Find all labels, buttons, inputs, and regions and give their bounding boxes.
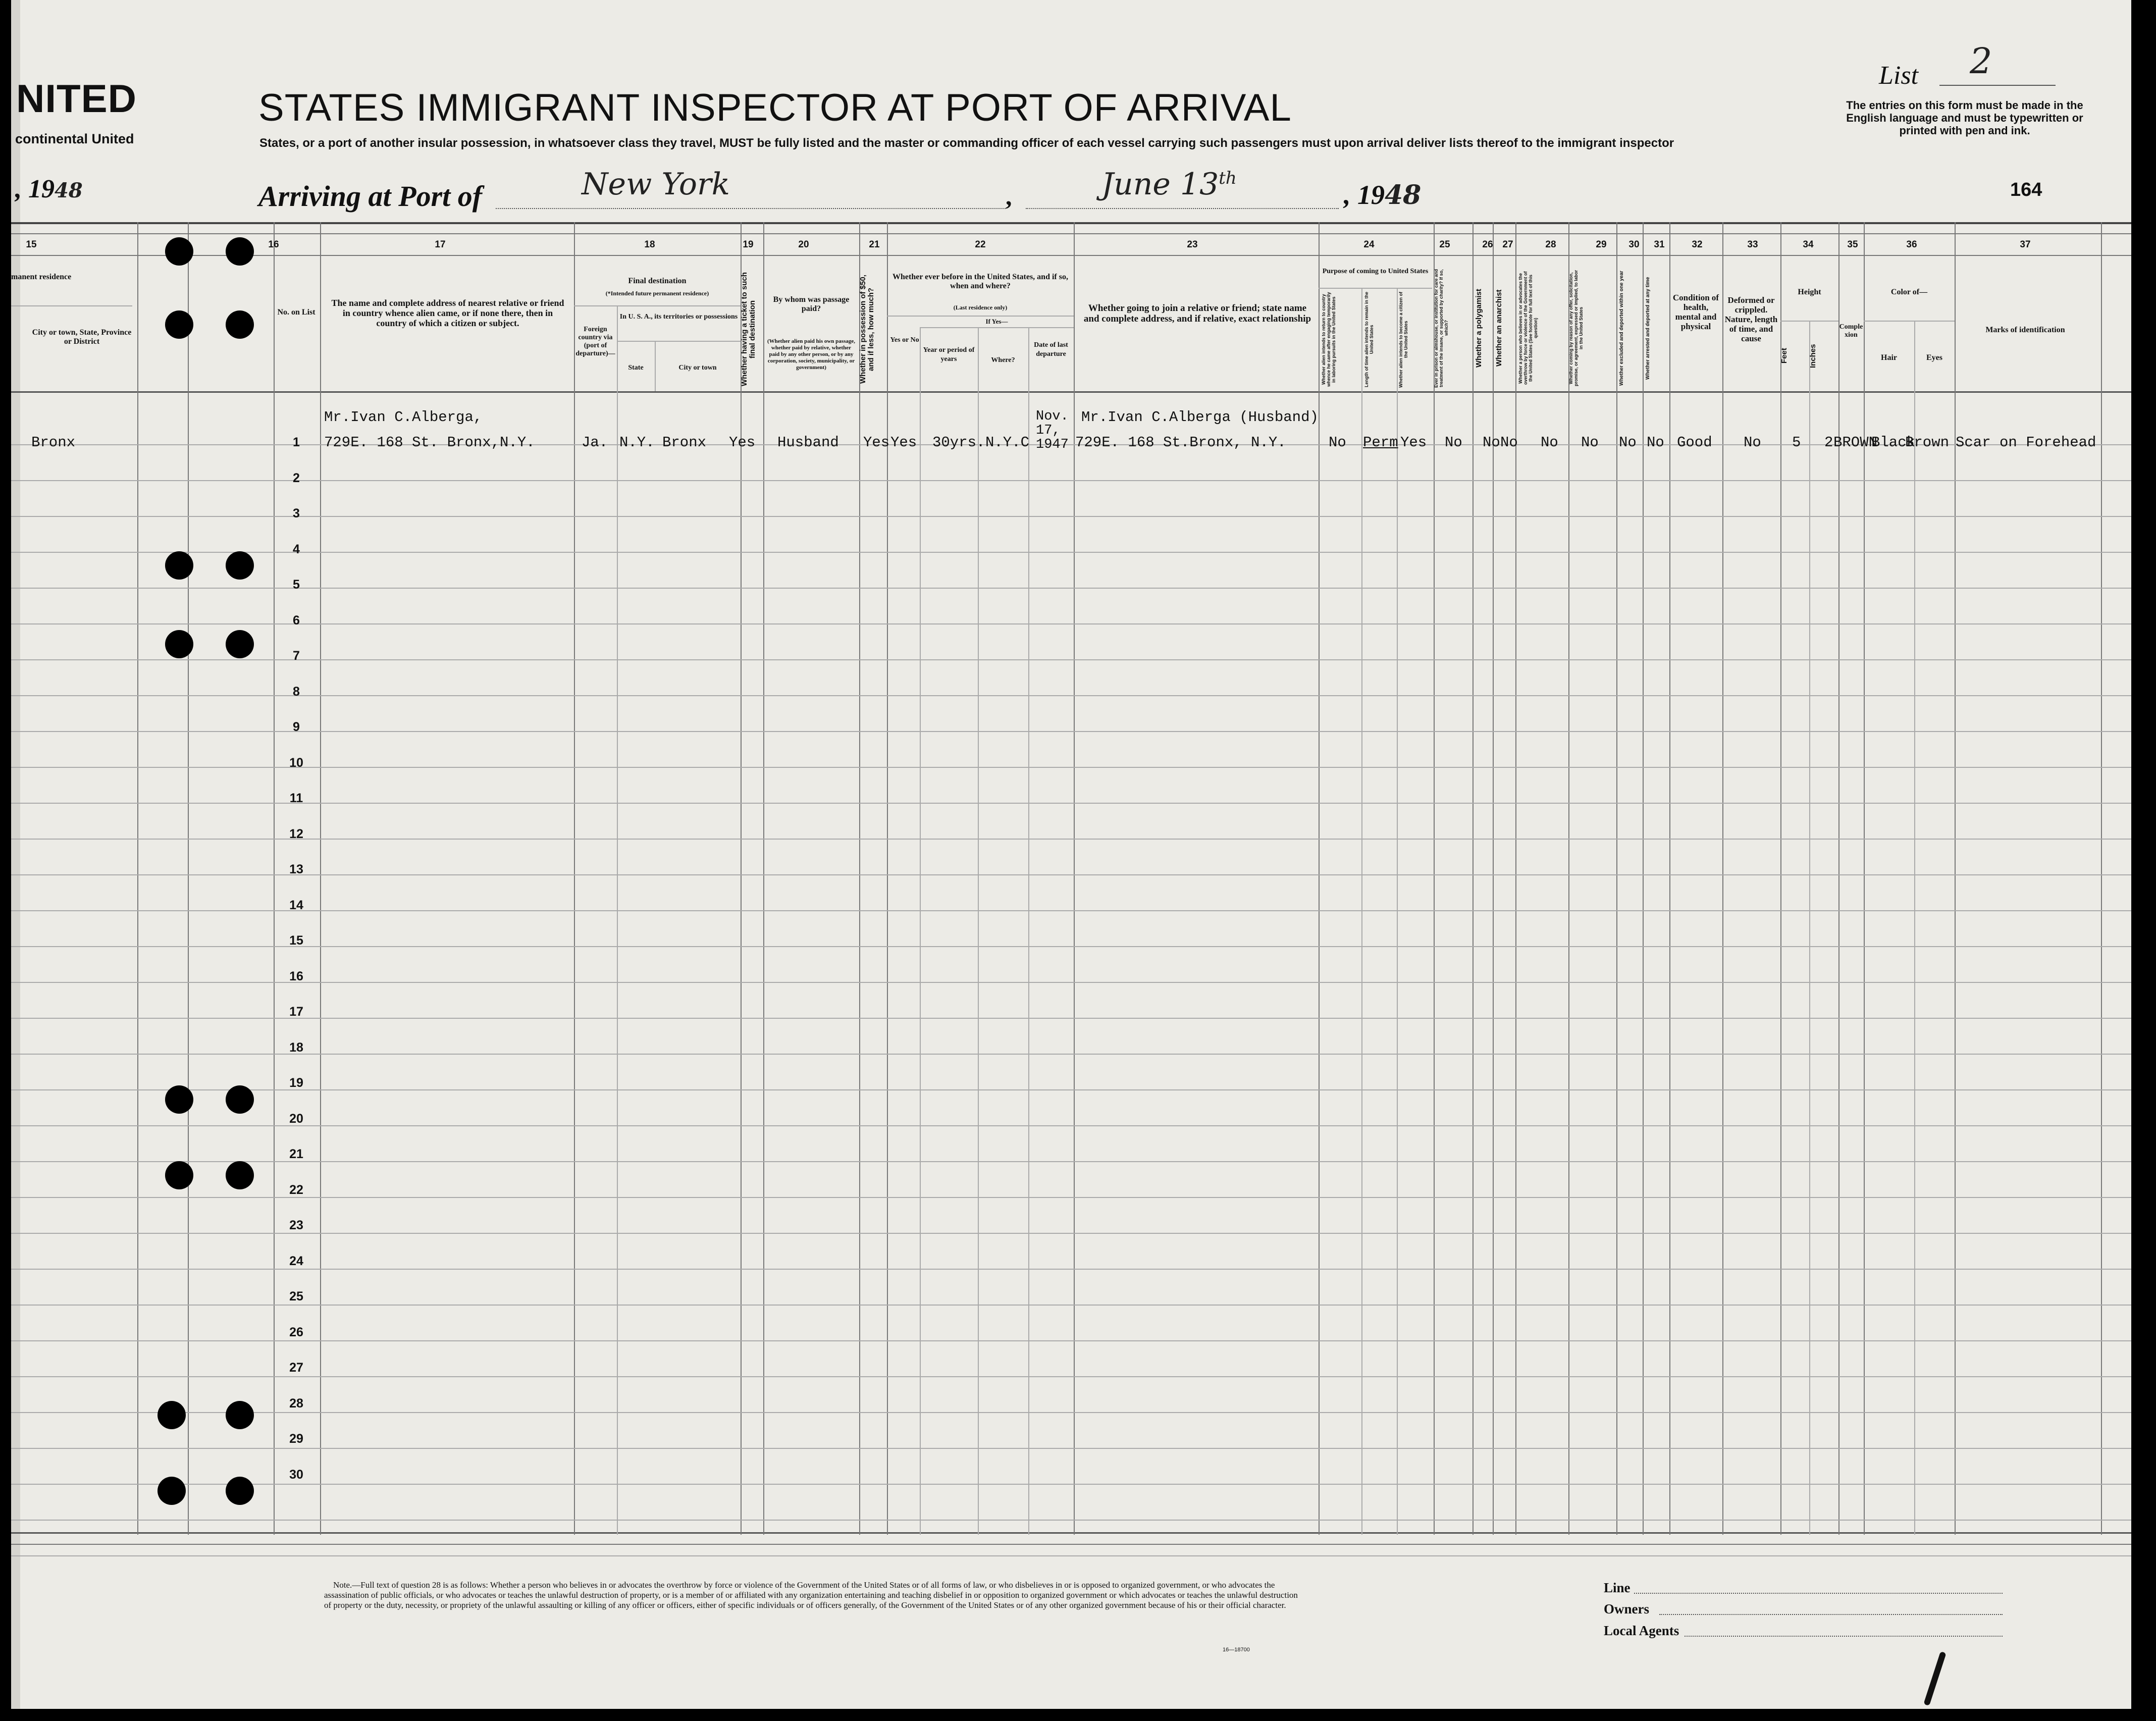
column-number: 33 <box>1747 239 1758 250</box>
owners-field <box>1659 1614 2003 1615</box>
binder-hole <box>157 1401 186 1429</box>
purpose-divider <box>1319 288 1432 289</box>
header-overthrow: Whether a person who believes in or advocates the overthrow by force or violence of the Government of the United States (See footnote for full text of this question) <box>1518 271 1538 385</box>
header-year-period: Year or period of years <box>923 346 975 363</box>
binder-hole <box>165 1085 193 1114</box>
entry-foreign-country: Ja. <box>582 434 608 451</box>
header-date-departure: Date of last departure <box>1034 341 1068 358</box>
binder-hole <box>165 1161 193 1189</box>
header-complexion: Complexion <box>1839 323 1863 339</box>
entry-inches: 2 <box>1824 434 1833 451</box>
header-purpose: Purpose of coming to United States <box>1322 268 1429 275</box>
column-number: 26 <box>1482 239 1493 250</box>
header-state: State <box>628 364 644 372</box>
header-deformed: Deformed or crippled. Nature, length of time, and cause <box>1724 295 1778 343</box>
form-instructions: The entries on this form must be made in the English language and must be typewritten or printed with pen and ink. <box>1846 99 2083 137</box>
header-bottom-line <box>11 391 2131 393</box>
row-number: 28 <box>289 1396 303 1411</box>
row-number: 2 <box>293 471 300 485</box>
row-number: 12 <box>289 826 303 841</box>
line-label: Line <box>1604 1580 1631 1595</box>
row-line <box>11 1448 2131 1449</box>
row-number: 20 <box>289 1111 303 1126</box>
row-number: 24 <box>289 1254 303 1268</box>
column-line <box>574 222 575 1535</box>
row-number: 10 <box>289 755 303 770</box>
row-line <box>11 910 2131 911</box>
header-feet: Feet <box>1780 348 1789 364</box>
entry-join-name: Mr.Ivan C.Alberga (Husband) <box>1081 409 1319 426</box>
row-number: 8 <box>293 684 300 699</box>
row-line <box>11 1197 2131 1198</box>
header-perm-residence: manent residence <box>11 273 72 281</box>
entry-overthrow: No <box>1541 434 1558 451</box>
row-line <box>11 552 2131 553</box>
entry-deformed: No <box>1744 434 1761 451</box>
column-line <box>1568 222 1569 1535</box>
column-line <box>2101 222 2102 1535</box>
owners-label: Owners <box>1604 1601 1649 1616</box>
row-number: 23 <box>289 1218 303 1232</box>
column-line <box>887 222 888 1535</box>
row-line <box>11 839 2131 840</box>
entry-citizen: Yes <box>1400 434 1427 451</box>
header-join-relative: Whether going to join a relative or friend; state name and complete address, and if relative, exact relationship <box>1083 303 1311 324</box>
left-subheading-fragment: continental United <box>15 131 134 146</box>
entry-city: Bronx <box>31 434 76 451</box>
binder-hole <box>165 237 193 266</box>
column-number: 25 <box>1439 239 1450 250</box>
entry-departure-year: 1947 <box>1036 437 1069 452</box>
header-purpose-citizen: Whether alien intends to become a citizen of the United States <box>1398 291 1408 388</box>
row-number: 22 <box>289 1182 303 1197</box>
sub-column-line <box>1914 321 1915 1535</box>
binder-hole <box>165 551 193 580</box>
row-line <box>11 731 2131 732</box>
entry-prison: No <box>1445 434 1462 451</box>
header-yes-no: Yes or No <box>890 336 919 344</box>
column-line <box>1074 222 1075 1535</box>
header-by-whom-note: (Whether alien paid his own passage, whether paid by relative, whether paid by any other person, or by any corporation, society, municipality, or government) <box>767 338 855 371</box>
row-number: 5 <box>293 578 300 592</box>
ever-before-divider <box>887 316 1074 317</box>
header-anarchist: Whether an anarchist <box>1495 289 1503 367</box>
header-eyes: Eyes <box>1926 353 1942 362</box>
row-number: 18 <box>289 1040 303 1055</box>
arrival-year: , 1948 <box>1344 180 1422 211</box>
comma-1: , <box>1006 182 1012 211</box>
row-number: 13 <box>289 862 303 876</box>
column-line <box>1955 222 1956 1535</box>
table-bottom-line <box>11 1532 2131 1534</box>
column-number: 21 <box>869 239 880 250</box>
entry-years: 30yrs. <box>932 434 985 451</box>
header-offer: Whether coming by reason of any offer, solicitation, promise, or agreement, expressed or implied, to labor in the United States <box>1568 270 1584 387</box>
column-line <box>1838 222 1839 1535</box>
entry-paid-by: Husband <box>777 434 839 451</box>
row-line <box>11 480 2131 481</box>
column-line <box>1780 222 1781 1535</box>
header-relative: The name and complete address of nearest relative or friend in country whence alien came, or if none there, then in country of which a citizen or subject. <box>331 298 564 328</box>
footnote-question-28: Note.—Full text of question 28 is as follows: Whether a person who believes in or advocates the overthrow by force or violence of the Government of the United States or of all forms of law, or who disbelieves in or is opposed to organized government, or who advocates the assassination of public officials, or who advocates or teaches the unlawful destruction of property, or is a member of or affiliated with any organization entertaining and teaching disbelief in or opposition to organized government or which advocates or teaches the unlawful destruction of property or the duty, necessity, or propriety of the unlawful assaulting or killing of any officer or officers, either of specific individuals or of officers generally, of the Government of the United States or of any other organized government because of his or their official character. <box>324 1580 1298 1610</box>
binder-hole <box>226 1161 254 1189</box>
row-line <box>11 1161 2131 1162</box>
list-underline <box>1939 85 2056 86</box>
local-agents-label: Local Agents <box>1604 1623 1679 1638</box>
header-last-residence: (Last residence only) <box>953 304 1008 311</box>
binder-hole <box>226 630 254 658</box>
list-number: 2 <box>1970 40 1992 82</box>
column-line <box>137 222 138 1535</box>
sub-column-line <box>978 327 979 1535</box>
header-inches: Inches <box>1809 344 1817 368</box>
row-line <box>11 1018 2131 1019</box>
entry-state: N.Y. <box>619 434 655 451</box>
port-line <box>496 208 1006 209</box>
row-line <box>11 1125 2131 1126</box>
entry-return: No <box>1329 434 1346 451</box>
left-heading-fragment: NITED <box>16 76 137 121</box>
header-city-town: City or town <box>678 364 717 372</box>
column-number: 18 <box>644 239 655 250</box>
header-prison: Ever in prison or almshouse, or institution for care and treatment of the insane, or supported by charity? If so, which? <box>1434 269 1449 388</box>
entry-complexion: BROWN <box>1833 434 1878 451</box>
entry-hair: Black <box>1871 434 1916 451</box>
header-polygamist: Whether a polygamist <box>1475 289 1483 368</box>
header-where: Where? <box>991 356 1015 364</box>
ifyes-divider <box>920 327 1074 328</box>
row-number: 14 <box>289 898 303 912</box>
row-line <box>11 803 2131 804</box>
row-number: 3 <box>293 506 300 520</box>
header-arrested: Whether arrested and deported at any time <box>1645 277 1651 380</box>
column-line <box>763 222 764 1535</box>
row-number: 21 <box>289 1147 303 1161</box>
date-line <box>1026 208 1339 209</box>
entry-departure-day: 17, <box>1036 423 1061 438</box>
column-line <box>188 222 189 1535</box>
form-subtitle: States, or a port of another insular possession, in whatsoever class they travel, MUST be fully listed and the master or commanding officer of each vessel carrying such passengers must upon arrival deliver lists thereof to the immigrant inspector <box>259 136 1674 150</box>
row-line <box>11 588 2131 589</box>
row-number: 11 <box>289 791 303 805</box>
entry-excluded: No <box>1619 434 1637 451</box>
entry-departure-month: Nov. <box>1036 409 1069 424</box>
binder-hole <box>165 310 193 339</box>
header-if-yes: If Yes— <box>985 318 1008 325</box>
header-final-destination-note: (*Intended future permanent residence) <box>605 290 709 297</box>
sub-column-line <box>1397 288 1398 1535</box>
header-purpose-length: Length of time alien intends to remain in the United States <box>1364 292 1374 388</box>
column-line <box>1643 222 1644 1535</box>
column-number: 20 <box>798 239 809 250</box>
row-line <box>11 1233 2131 1234</box>
row-line <box>11 1484 2131 1485</box>
perm-res-divider <box>11 305 132 306</box>
entry-eyes: Brown <box>1905 434 1950 451</box>
binder-hole <box>226 1401 254 1429</box>
entry-anarchist: No <box>1500 434 1518 451</box>
binder-hole <box>226 551 254 580</box>
row-line <box>11 1376 2131 1377</box>
header-condition: Condition of health, mental and physical <box>1672 293 1719 331</box>
column-number: 32 <box>1692 239 1703 250</box>
column-number: 24 <box>1363 239 1375 250</box>
sub-column-line <box>1809 321 1810 1535</box>
entry-fifty: Yes <box>863 434 890 451</box>
page-number: 164 <box>2010 179 2042 200</box>
header-excluded: Whether excluded and deported within one year <box>1619 271 1624 386</box>
row-line <box>11 695 2131 696</box>
row-line <box>11 946 2131 947</box>
column-number: 29 <box>1596 239 1607 250</box>
column-number: 15 <box>26 239 37 250</box>
binder-hole <box>226 237 254 266</box>
row-number: 15 <box>289 933 303 948</box>
header-height: Height <box>1798 288 1821 296</box>
column-line <box>1722 222 1723 1535</box>
left-year-label: , 1948 <box>15 175 83 203</box>
header-in-usa: In U. S. A., its territories or possessions <box>619 313 738 321</box>
header-color-of: Color of— <box>1890 288 1928 296</box>
column-number: 28 <box>1545 239 1556 250</box>
final-dest-divider <box>574 305 741 306</box>
header-city: City or town, State, Province or District <box>32 328 132 346</box>
height-divider <box>1780 321 1838 322</box>
column-line <box>320 222 321 1535</box>
header-final-destination: Final destination <box>628 277 687 285</box>
column-line <box>1616 222 1617 1535</box>
arrival-date: June 13th <box>1101 167 1237 202</box>
column-line <box>859 222 860 1535</box>
sub-column-line <box>1028 327 1029 1535</box>
entry-marks: Scar on Forehead <box>1956 434 2096 451</box>
colnum-top-line <box>11 233 2131 234</box>
column-number: 23 <box>1187 239 1198 250</box>
row-line <box>11 874 2131 875</box>
table-top-border <box>11 222 2131 224</box>
header-marks: Marks of identification <box>1985 326 2065 334</box>
row-line <box>11 659 2131 660</box>
row-number: 4 <box>293 542 300 556</box>
column-line <box>741 222 742 1535</box>
column-number: 36 <box>1906 239 1917 250</box>
header-ever-before: Whether ever before in the United States, and if so, when and where? <box>892 273 1068 290</box>
row-number: 27 <box>289 1361 303 1375</box>
entry-ever-before: Yes <box>890 434 917 451</box>
row-line <box>11 516 2131 517</box>
column-number: 17 <box>435 239 446 250</box>
column-line <box>1493 222 1494 1535</box>
row-line <box>11 1305 2131 1306</box>
column-number: 35 <box>1847 239 1858 250</box>
binder-hole <box>226 1477 254 1505</box>
row-line <box>11 1089 2131 1090</box>
entry-length-of-stay: Perm <box>1363 434 1398 451</box>
column-line <box>1434 222 1435 1535</box>
arriving-label: Arriving at Port of <box>258 180 483 213</box>
row-number: 6 <box>293 613 300 628</box>
entry-ticket: Yes <box>729 434 756 451</box>
footer-form-code: 16—18700 <box>1223 1647 1250 1653</box>
manifest-sheet <box>11 0 2131 1709</box>
row-number: 26 <box>289 1325 303 1339</box>
form-title: STATES IMMIGRANT INSPECTOR AT PORT OF ARRIVAL <box>258 86 1292 129</box>
header-hair: Hair <box>1881 353 1897 362</box>
row-number: 9 <box>293 720 300 734</box>
sub-column-line <box>920 327 921 1535</box>
column-number: 19 <box>743 239 754 250</box>
row-line <box>11 1054 2131 1055</box>
row-line <box>11 623 2131 624</box>
entry-join-address: 729E. 168 St.Bronx, N.Y. <box>1075 434 1286 451</box>
binder-hole <box>226 1085 254 1114</box>
row-line <box>11 767 2131 768</box>
column-number: 16 <box>268 239 279 250</box>
row-number: 16 <box>289 969 303 983</box>
row-number: 29 <box>289 1432 303 1446</box>
header-purpose-return: Whether alien intends to return to country whence he came after engaging temporarily in laboring pursuits in the United States <box>1321 292 1336 387</box>
row-line <box>11 1269 2131 1270</box>
entry-where: N.Y.C <box>985 434 1030 451</box>
entry-relative-address: 729E. 168 St. Bronx,N.Y. <box>324 434 535 451</box>
port-of-arrival: New York <box>582 167 730 202</box>
sub-column-line <box>1361 288 1362 1535</box>
row-line <box>11 1555 2131 1556</box>
header-ticket: Whether having a ticket to such final destination <box>740 272 757 387</box>
row-line <box>11 1412 2131 1413</box>
column-line <box>1669 222 1670 1535</box>
row-number: 30 <box>289 1467 303 1482</box>
row-number: 19 <box>289 1076 303 1090</box>
entry-offer: No <box>1581 434 1599 451</box>
entry-city-town: Bronx <box>662 434 707 451</box>
entry-arrested: No <box>1647 434 1664 451</box>
binder-hole <box>157 1477 186 1505</box>
column-number: 22 <box>975 239 986 250</box>
column-line <box>1319 222 1320 1535</box>
binder-hole <box>165 630 193 658</box>
header-foreign-country: Foreign country via (port of departure)— <box>575 326 615 357</box>
column-number: 27 <box>1502 239 1513 250</box>
row-line <box>11 1340 2131 1341</box>
row-number: 7 <box>293 649 300 663</box>
paper-edge <box>11 0 20 1709</box>
column-line <box>1864 222 1865 1535</box>
list-label: List <box>1879 61 1919 90</box>
row-number: 25 <box>289 1289 303 1303</box>
line-field <box>1634 1593 2003 1594</box>
entry-polygamist: No <box>1483 434 1500 451</box>
row-number: 1 <box>293 435 300 449</box>
in-usa-divider <box>617 341 741 342</box>
column-number: 34 <box>1803 239 1814 250</box>
header-by-whom: By whom was passage paid? <box>773 295 850 313</box>
row-line <box>11 1520 2131 1521</box>
header-fifty-dollars: Whether in possession of $50, and if less, how much? <box>859 275 875 384</box>
colnum-bottom-line <box>11 255 2131 256</box>
sub-column-line <box>617 305 618 1535</box>
local-agents-field <box>1685 1636 2003 1637</box>
row-number: 17 <box>289 1005 303 1019</box>
entry-relative-name: Mr.Ivan C.Alberga, <box>324 409 483 426</box>
ink-mark <box>1923 1651 1946 1706</box>
column-number: 30 <box>1628 239 1640 250</box>
entry-feet: 5 <box>1792 434 1801 451</box>
binder-hole <box>226 310 254 339</box>
color-divider <box>1864 321 1955 322</box>
row-line <box>11 982 2131 983</box>
column-line <box>1473 222 1474 1535</box>
column-number: 37 <box>2020 239 2031 250</box>
header-no-on-list: No. on List <box>277 308 315 317</box>
entry-health: Good <box>1677 434 1712 451</box>
table-bottom-line-2 <box>11 1544 2131 1545</box>
column-line <box>1515 222 1516 1535</box>
column-number: 31 <box>1654 239 1665 250</box>
